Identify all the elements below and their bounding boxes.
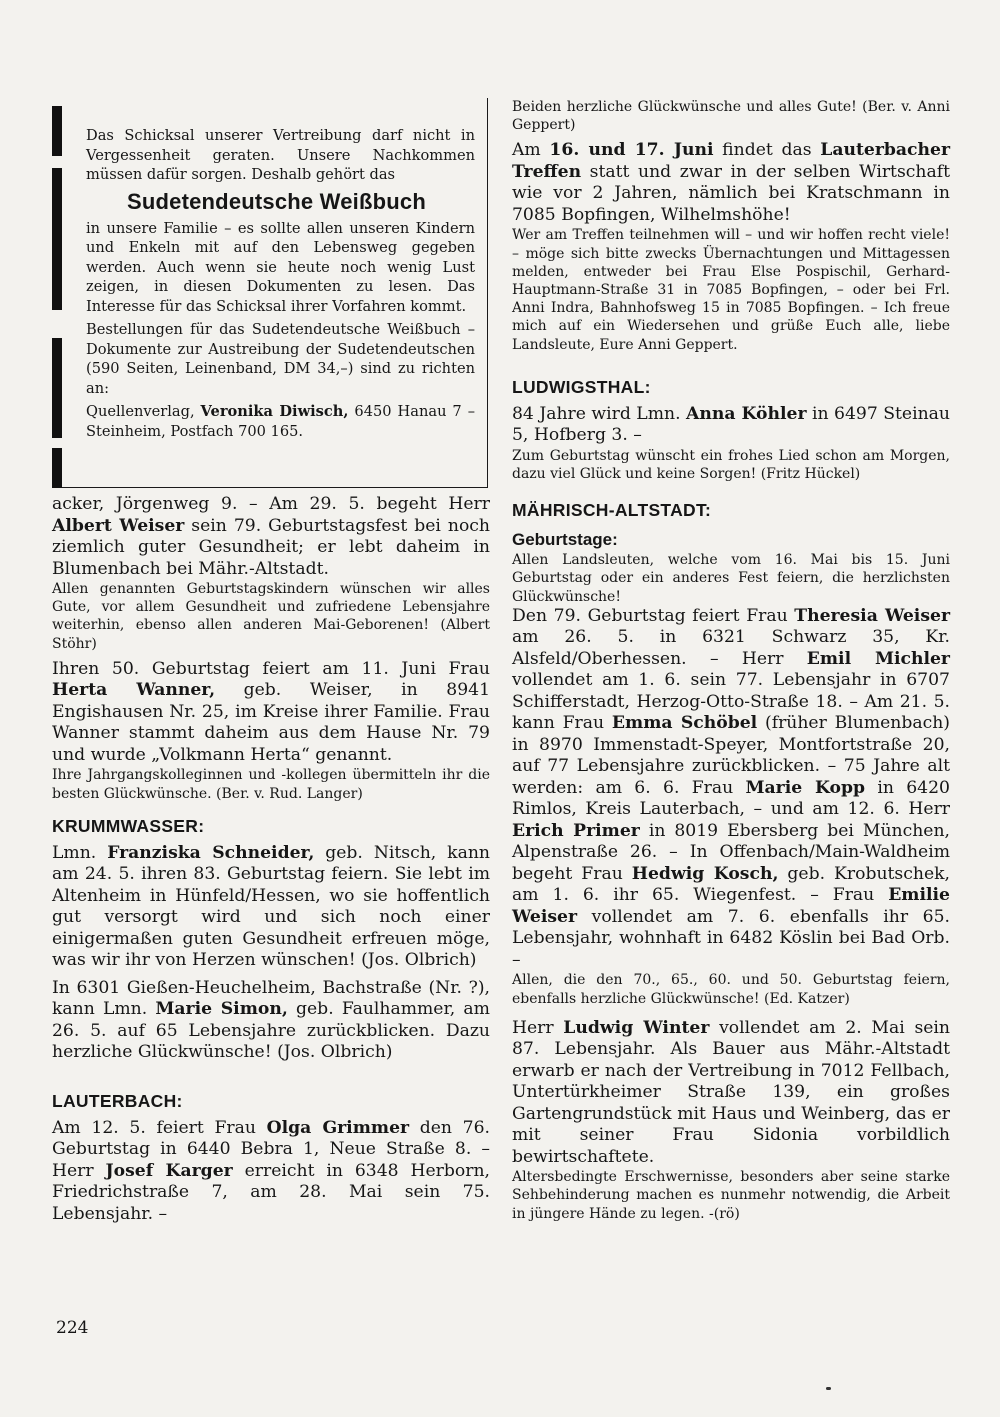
paragraph-anna-koehler: 84 Jahre wird Lmn. Anna Köhler in 6497 Steinau 5, Hofberg 3. – [512, 403, 950, 446]
note-winter-health: Altersbedingte Erschwernisse, besonders aber seine starke Sehbehinderung machen es nunmehr notwendig, die Arbeit in jüngere Hände zu legen. -(rö) [512, 1169, 950, 1222]
box-bar-1 [52, 106, 62, 156]
note-greetings-geppert: Beiden herzliche Glückwünsche und alles Gute! (Ber. v. Anni Geppert) [512, 99, 950, 134]
heading-ludwigsthal: LUDWIGSTHAL: [512, 376, 651, 397]
note-jahrgang: Ihre Jahrgangskolleginnen und -kollegen übermitteln ihr die besten Glückwünsche. (Ber. v. Rud. Langer) [52, 767, 490, 802]
weissbuch-announcement-box [52, 98, 488, 488]
paragraph-birthday-list: Den 79. Geburtstag feiert Frau Theresia Weiser am 26. 5. in 6321 Schwarz 35, Kr. Alsfeld/Oberhessen. – Herr Emil Michler vollendet am 1. 6. sein 77. Lebensjahr in 6707 Schifferstadt, Herzog-Otto-Straße 18. – Am 21. 5. kann Frau Emma Schöbel (früher Blumenbach) in 8970 Immenstadt-Speyer, Montfortstraße 20, auf 77 Lebensjahre zurückblicken. – 75 Jahre alt werden: am 6. 6. Frau Marie Kopp in 6420 Rimlos, Kreis Lauterbach, – und am 12. 6. Herr Erich Primer in 8019 Ebersberg bei München, Alpenstraße 26. – In Offenbach/Main-Waldheim begeht Frau Hedwig Kosch, geb. Krobutschek, am 1. 6. ihr 65. Wiegenfest. – Frau Emilie Weiser vollendet am 7. 6. ebenfalls ihr 65. Lebensjahr, wohnhaft in 6482 Köslin bei Bad Orb. – [512, 605, 951, 970]
box-body: in unsere Familie – es sollte allen unseren Kindern und Enkeln mit auf den Lebensweg gegeben werden. Auch wenn sie heute noch wenig Lust zeigen, in diesen Dokumenten zu lesen. Das Interesse für das Schicksal ihrer Vorfahren kommt. [86, 219, 475, 315]
heading-lauterbach: LAUTERBACH: [52, 1090, 183, 1111]
box-title: Sudetendeutsche Weißbuch [127, 188, 426, 214]
paragraph-lauterbacher-treffen: Am 16. und 17. Juni findet das Lauterbacher Treffen statt und zwar in der selben Wirtschaft wie vor 2 Jahren, nämlich bei Kratschmann in 7085 Bopfingen, Wilhelmshöhe! [512, 140, 951, 225]
box-intro: Das Schicksal unserer Vertreibung darf nicht in Vergessenheit geraten. Unsere Nachkommen müssen dafür sorgen. Deshalb gehört das [86, 127, 475, 183]
note-all-landsleute: Allen Landsleuten, welche vom 16. Mai bis 15. Juni Geburtstag oder ein anderes Fest feiern, die herzlichsten Glückwünsche! [512, 552, 950, 605]
heading-maehrisch-altstadt: MÄHRISCH-ALTSTADT: [512, 500, 712, 521]
paragraph-herta-wanner: Ihren 50. Geburtstag feiert am 11. Juni Frau Herta Wanner, geb. Weiser, in 8941 Engishausen Nr. 25, im Kreise ihrer Familie. Frau Wanner stammt daheim aus dem Hause Nr. 79 und wurde „Volkmann Herta“ genannt. [52, 658, 491, 765]
paragraph-olga-grimmer: Am 12. 5. feiert Frau Olga Grimmer den 76. Geburtstag in 6440 Bebra 1, Neue Straße 8. – Herr Josef Karger erreicht in 6348 Herborn, Friedrichstraße 7, am 28. Mai sein 75. Lebensjahr. – [52, 1117, 491, 1224]
box-bar-4 [52, 338, 62, 438]
note-may-birthdays: Allen genannten Geburtstagskindern wünschen wir alles Gute, vor allem Gesundheit und zufriedene Lebensjahre weiterhin, ebenso allen anderen Mai-Geborenen! (Albert Stöhr) [52, 581, 490, 652]
heading-krummwasser: KRUMMWASSER: [52, 815, 205, 836]
box-address: Quellenverlag, Veronika Diwisch, 6450 Hanau 7 – Steinheim, Postfach 700 165. [86, 403, 475, 440]
note-katzer: Allen, die den 70., 65., 60. und 50. Geburtstag feiern, ebenfalls herzliche Glückwünsche! (Ed. Katzer) [512, 972, 950, 1007]
paragraph-marie-simon: In 6301 Gießen-Heuchelheim, Bachstraße (Nr. ?), kann Lmn. Marie Simon, geb. Faulhammer, am 26. 5. auf 65 Lebensjahre zurückblicken. Dazu herzliche Glückwünsche! (Jos. Olbrich) [52, 977, 490, 1063]
box-bar-5 [52, 448, 62, 488]
subheading-geburtstage: Geburtstage: [512, 530, 618, 550]
right-column [512, 98, 950, 1223]
box-order-info: Bestellungen für das Sudetendeutsche Weißbuch – Dokumente zur Austreibung der Sudetendeutschen (590 Seiten, Leinenband, DM 34,–) sind zu richten an: [86, 321, 475, 397]
paragraph-albert-weiser: acker, Jörgenweg 9. – Am 29. 5. begeht Herr Albert Weiser sein 79. Geburtstagsfest bei noch ziemlich guter Gesundheit; er lebt daheim in Blumenbach bei Mähr.-Altstadt. [52, 494, 491, 579]
note-birthday-poem: Zum Geburtstag wünscht ein frohes Lied schon am Morgen, dazu viel Glück und keine Sorgen! (Fritz Hückel) [512, 447, 950, 483]
paragraph-franziska-schneider: Lmn. Franziska Schneider, geb. Nitsch, kann am 24. 5. ihren 83. Geburtstag feiern. Sie lebt im Altenheim in Hünfeld/Hessen, wo sie hoffentlich gut versorgt wird und sich noch einer einigermaßen guten Gesundheit erfreuen möge, was wir ihr von Herzen wünschen! (Jos. Olbrich) [52, 842, 490, 971]
box-bar-3 [52, 234, 62, 304]
left-column [52, 98, 490, 1225]
print-speck [826, 1387, 831, 1390]
page-number: 224 [56, 1318, 89, 1338]
paragraph-ludwig-winter: Herr Ludwig Winter vollendet am 2. Mai sein 87. Lebensjahr. Als Bauer aus Mähr.-Altstadt erwarb er nach der Vertreibung in 7012 Fellbach, Untertürkheimer Straße 139, ein großes Gartengrundstück mit Haus und Weinberg, das er mit seiner Frau Sidonia vorbildlich bewirtschaftete. [512, 1017, 950, 1167]
note-treffen-registration: Wer am Treffen teilnehmen will – und wir hoffen recht viele! – möge sich bitte zwecks Übernachtungen und Mittagessen melden, entweder bei Frau Else Pospischil, Gerhard-Hauptmann-Straße 31 in 7085 Bopfingen, – oder bei Frl. Anni Indra, Bahnhofsweg 15 in 7085 Bopfingen. – Ich freue mich auf ein Wiedersehen und grüße Euch alle, liebe Landsleute, Eure Anni Geppert. [512, 227, 950, 353]
